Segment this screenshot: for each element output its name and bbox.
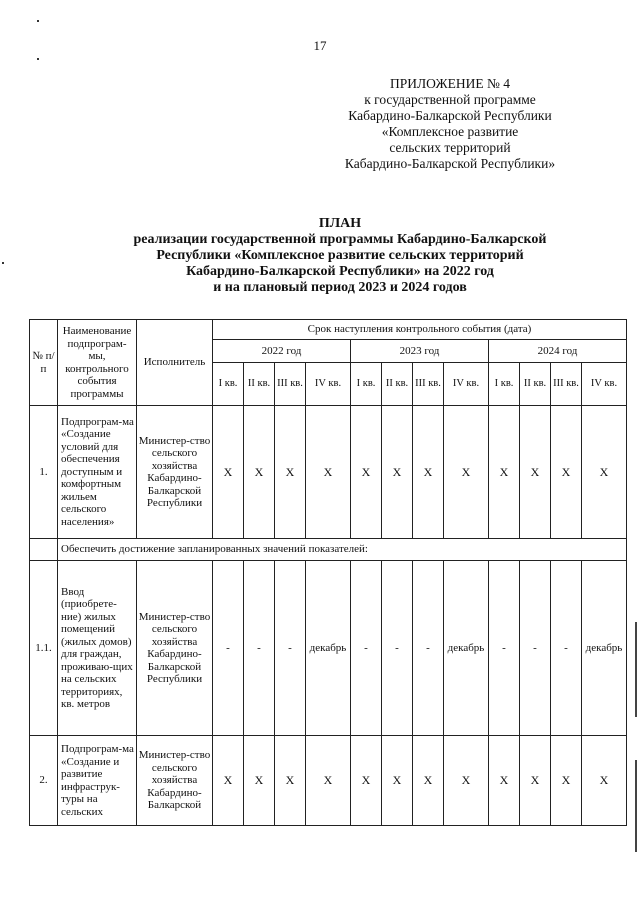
- header-quarter: IV кв.: [444, 363, 489, 406]
- plan-subtitle-line: Кабардино-Балкарской Республики» на 2022 год: [186, 264, 494, 279]
- header-quarter: II кв.: [520, 363, 551, 406]
- header-quarter: III кв.: [275, 363, 306, 406]
- term-cell: X: [213, 736, 244, 826]
- term-cell: X: [351, 736, 382, 826]
- plan-subtitle-line: Республики «Комплексное развитие сельских территорий: [156, 248, 524, 263]
- term-cell: X: [275, 406, 306, 539]
- header-year: 2022 год: [213, 340, 351, 363]
- row-num: 1.: [30, 406, 58, 539]
- term-cell: X: [382, 406, 413, 539]
- term-cell: X: [489, 736, 520, 826]
- header-quarter: IV кв.: [306, 363, 351, 406]
- scan-speck: [37, 20, 39, 22]
- header-term: Срок наступления контрольного события (дата): [213, 320, 627, 340]
- term-cell: X: [444, 406, 489, 539]
- row-name: Подпрограм-ма «Создание условий для обеспечения доступным и комфортным жильем сельского населения»: [58, 406, 137, 539]
- table-row: [30, 539, 627, 561]
- header-quarter: II кв.: [382, 363, 413, 406]
- table-row: [30, 561, 627, 736]
- term-cell: -: [351, 561, 382, 736]
- plan-subtitle-line: реализации государственной программы Кабардино-Балкарской: [133, 232, 547, 247]
- term-cell: X: [582, 406, 627, 539]
- header-quarter: III кв.: [413, 363, 444, 406]
- page-number: 17: [313, 38, 327, 53]
- term-cell: X: [382, 736, 413, 826]
- term-cell: декабрь: [582, 561, 627, 736]
- scan-speck: [37, 58, 39, 60]
- header-executor: Исполнитель: [137, 320, 213, 406]
- row-executor: Министер-ство сельского хозяйства Кабардино-Балкарской Республики: [137, 406, 213, 539]
- header-quarter: I кв.: [351, 363, 382, 406]
- term-cell: X: [306, 406, 351, 539]
- header-quarter: II кв.: [244, 363, 275, 406]
- term-cell: X: [413, 736, 444, 826]
- row-span-text: Обеспечить достижение запланированных значений показателей:: [58, 539, 627, 561]
- plan-table: [29, 319, 627, 826]
- term-cell: -: [489, 561, 520, 736]
- term-cell: -: [413, 561, 444, 736]
- appendix-line: к государственной программе: [364, 92, 536, 107]
- plan-subtitle-line: и на плановый период 2023 и 2024 годов: [213, 280, 467, 295]
- row-num-empty: [30, 539, 58, 561]
- term-cell: X: [489, 406, 520, 539]
- term-cell: X: [582, 736, 627, 826]
- term-cell: декабрь: [306, 561, 351, 736]
- header-year: 2023 год: [351, 340, 489, 363]
- row-executor: Министер-ство сельского хозяйства Кабардино-Балкарской Республики: [137, 561, 213, 736]
- term-cell: -: [275, 561, 306, 736]
- header-quarter: I кв.: [213, 363, 244, 406]
- appendix-line: Кабардино-Балкарской Республики»: [344, 156, 556, 171]
- appendix-line: сельских территорий: [389, 140, 511, 155]
- table-header-row: [30, 320, 627, 340]
- term-cell: X: [306, 736, 351, 826]
- header-quarter: III кв.: [551, 363, 582, 406]
- term-cell: X: [351, 406, 382, 539]
- term-cell: -: [213, 561, 244, 736]
- row-num: 1.1.: [30, 561, 58, 736]
- plan-title: ПЛАН: [318, 216, 362, 231]
- term-cell: X: [244, 406, 275, 539]
- term-cell: X: [551, 406, 582, 539]
- term-cell: X: [520, 406, 551, 539]
- term-cell: декабрь: [444, 561, 489, 736]
- scan-edge-mark: [635, 760, 637, 852]
- appendix-line: «Комплексное развитие: [381, 124, 519, 139]
- scan-speck: [2, 262, 4, 264]
- header-num: № п/п: [30, 320, 58, 406]
- term-cell: X: [413, 406, 444, 539]
- term-cell: -: [244, 561, 275, 736]
- appendix-title: ПРИЛОЖЕНИЕ № 4: [389, 76, 511, 91]
- term-cell: X: [213, 406, 244, 539]
- term-cell: X: [520, 736, 551, 826]
- term-cell: X: [275, 736, 306, 826]
- header-quarter: IV кв.: [582, 363, 627, 406]
- appendix-heading: [300, 76, 600, 172]
- row-name: Ввод (приобрете-ние) жилых помещений (жилых домов) для граждан, проживаю-щих на сельских территориях, кв. метров: [58, 561, 137, 736]
- term-cell: X: [444, 736, 489, 826]
- table-row: [30, 406, 627, 539]
- table-row: [30, 736, 627, 826]
- term-cell: -: [382, 561, 413, 736]
- appendix-line: Кабардино-Балкарской Республики: [348, 108, 552, 123]
- scan-edge-mark: [635, 622, 637, 717]
- term-cell: X: [551, 736, 582, 826]
- term-cell: -: [520, 561, 551, 736]
- header-name: Наименование подпрограм-мы, контрольного события программы: [58, 320, 137, 406]
- term-cell: -: [551, 561, 582, 736]
- row-name: Подпрограм-ма «Создание и развитие инфраструк-туры на сельских: [58, 736, 137, 826]
- row-executor: Министер-ство сельского хозяйства Кабардино-Балкарской: [137, 736, 213, 826]
- row-num: 2.: [30, 736, 58, 826]
- term-cell: X: [244, 736, 275, 826]
- header-quarter: I кв.: [489, 363, 520, 406]
- header-year: 2024 год: [489, 340, 627, 363]
- plan-heading: [60, 216, 620, 296]
